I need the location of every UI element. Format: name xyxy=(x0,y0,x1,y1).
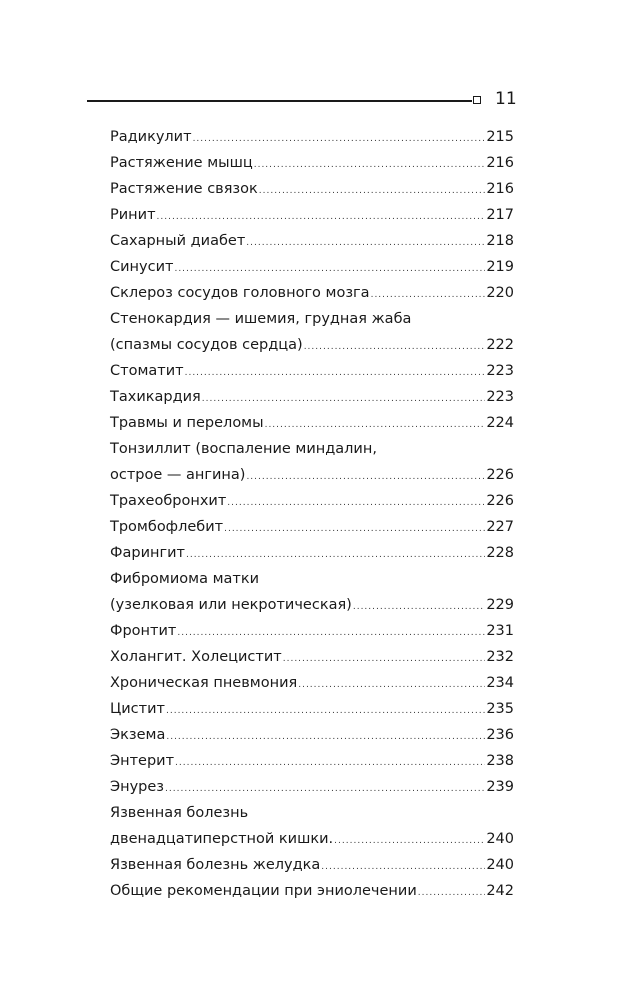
dot-leader xyxy=(298,672,485,698)
toc-page-number: 232 xyxy=(486,649,514,665)
toc-entry-title-line: Холангит. Холецистит xyxy=(110,649,282,665)
toc-entry-row xyxy=(110,670,514,698)
dot-leader xyxy=(177,620,485,646)
dot-leader xyxy=(418,880,486,906)
dot-leader xyxy=(224,516,485,542)
dot-leader xyxy=(246,230,485,256)
toc-entry-row xyxy=(110,748,514,776)
toc-entry-title-line: Хроническая пневмония xyxy=(110,675,298,691)
toc-entry xyxy=(110,254,514,280)
toc-entry-row xyxy=(110,254,514,282)
toc-page-number: 215 xyxy=(486,129,514,145)
dot-leader xyxy=(202,386,486,412)
toc-entry-title-line: Травмы и переломы xyxy=(110,415,264,431)
toc-page-number: 240 xyxy=(486,857,514,873)
toc-entry-title-line: Склероз сосудов головного мозга xyxy=(110,285,370,301)
dot-leader xyxy=(193,126,486,152)
toc-entry xyxy=(110,566,514,618)
toc-page-number: 240 xyxy=(486,831,514,847)
toc-page-number: 231 xyxy=(486,623,514,639)
toc-entry-title-line: Энтерит xyxy=(110,753,175,769)
toc-entry-title-line: Тонзиллит (воспаление миндалин, xyxy=(110,441,377,457)
toc-entry xyxy=(110,306,514,358)
toc-entry xyxy=(110,670,514,696)
toc-page-number: 224 xyxy=(486,415,514,431)
dot-leader xyxy=(353,594,485,620)
toc-entry xyxy=(110,488,514,514)
toc-entry xyxy=(110,878,514,904)
toc-entry-title-line: Фронтит xyxy=(110,623,177,639)
dot-leader xyxy=(186,542,485,568)
table-of-contents xyxy=(110,124,514,904)
toc-entry-title-line: Тахикардия xyxy=(110,389,201,405)
toc-entry-row xyxy=(110,592,514,620)
toc-entry-title-line: Ринит xyxy=(110,207,156,223)
dot-leader xyxy=(246,464,485,490)
dot-leader xyxy=(165,776,485,802)
toc-page-number: 217 xyxy=(486,207,514,223)
dot-leader xyxy=(174,256,485,282)
toc-entry-row xyxy=(110,540,514,568)
toc-entry xyxy=(110,800,514,852)
toc-entry xyxy=(110,436,514,488)
toc-page-number: 235 xyxy=(486,701,514,717)
toc-entry xyxy=(110,774,514,800)
toc-page-number: 219 xyxy=(486,259,514,275)
toc-entry-row xyxy=(110,332,514,360)
toc-entry-title-line: Энурез xyxy=(110,779,165,795)
toc-page-number: 226 xyxy=(486,493,514,509)
toc-entry-title-line: двенадцатиперстной кишки. xyxy=(110,831,334,847)
toc-entry-title-line: Сахарный диабет xyxy=(110,233,246,249)
toc-entry-row xyxy=(110,852,514,880)
toc-entry-row xyxy=(110,150,514,178)
toc-entry-row xyxy=(110,410,514,438)
toc-page-number: 227 xyxy=(486,519,514,535)
header-square-ornament xyxy=(473,96,481,104)
toc-page-number: 216 xyxy=(486,155,514,171)
dot-leader xyxy=(166,698,485,724)
toc-entry-title-line: Фарингит xyxy=(110,545,185,561)
toc-entry-title-line: (узелковая или некротическая) xyxy=(110,597,352,613)
toc-page-number: 234 xyxy=(486,675,514,691)
toc-entry-row xyxy=(110,202,514,230)
dot-leader xyxy=(185,360,486,386)
header-rule xyxy=(87,100,472,102)
toc-entry xyxy=(110,176,514,202)
toc-entry-row xyxy=(110,228,514,256)
toc-entry-row xyxy=(110,124,514,152)
toc-page-number: 239 xyxy=(486,779,514,795)
toc-entry-title-line: Фибромиома матки xyxy=(110,571,260,587)
toc-entry-title-line: Радикулит xyxy=(110,129,192,145)
toc-entry xyxy=(110,514,514,540)
toc-entry xyxy=(110,644,514,670)
dot-leader xyxy=(175,750,485,776)
toc-entry-title-line: Растяжение мышц xyxy=(110,155,253,171)
dot-leader xyxy=(265,412,486,438)
toc-entry-title-line: Язвенная болезнь xyxy=(110,805,249,821)
toc-entry xyxy=(110,358,514,384)
toc-entry-row xyxy=(110,358,514,386)
toc-page-number: 223 xyxy=(486,363,514,379)
toc-entry-title-line: Общие рекомендации при эниолечении xyxy=(110,883,417,899)
toc-entry-row xyxy=(110,488,514,516)
toc-entry-title-line: Язвенная болезнь желудка xyxy=(110,857,321,873)
dot-leader xyxy=(371,282,486,308)
toc-entry-title-line: Тромбофлебит xyxy=(110,519,224,535)
toc-entry xyxy=(110,410,514,436)
dot-leader xyxy=(166,724,485,750)
toc-page-number: 216 xyxy=(486,181,514,197)
toc-entry-row xyxy=(110,384,514,412)
dot-leader xyxy=(157,204,486,230)
toc-entry-title-line: Цистит xyxy=(110,701,165,717)
dot-leader xyxy=(283,646,486,672)
toc-entry-title-line: (спазмы сосудов сердца) xyxy=(110,337,303,353)
toc-entry-title-line: Синусит xyxy=(110,259,174,275)
toc-entry-title-line: Стоматит xyxy=(110,363,184,379)
toc-entry xyxy=(110,280,514,306)
toc-entry xyxy=(110,228,514,254)
toc-page-number: 226 xyxy=(486,467,514,483)
toc-page-number: 228 xyxy=(486,545,514,561)
dot-leader xyxy=(304,334,486,360)
toc-page-number: 242 xyxy=(486,883,514,899)
toc-entry-title-line: Экзема xyxy=(110,727,166,743)
toc-page-number: 218 xyxy=(486,233,514,249)
toc-entry xyxy=(110,202,514,228)
dot-leader xyxy=(227,490,485,516)
toc-entry-row xyxy=(110,514,514,542)
toc-entry xyxy=(110,618,514,644)
toc-page-number: 222 xyxy=(486,337,514,353)
toc-entry xyxy=(110,384,514,410)
toc-entry-row xyxy=(110,696,514,724)
toc-entry-row xyxy=(110,826,514,854)
toc-page-number: 238 xyxy=(486,753,514,769)
toc-entry-row xyxy=(110,176,514,204)
toc-page-number: 220 xyxy=(486,285,514,301)
dot-leader xyxy=(259,178,486,204)
toc-entry-row xyxy=(110,644,514,672)
toc-entry xyxy=(110,722,514,748)
dot-leader xyxy=(321,854,485,880)
toc-entry-row xyxy=(110,774,514,802)
toc-entry-title-line: Трахеобронхит xyxy=(110,493,227,509)
dot-leader xyxy=(334,828,485,854)
toc-entry-title-line: острое — ангина) xyxy=(110,467,246,483)
toc-entry xyxy=(110,124,514,150)
toc-entry xyxy=(110,852,514,878)
toc-page-number: 236 xyxy=(486,727,514,743)
toc-entry xyxy=(110,696,514,722)
toc-entry-row xyxy=(110,618,514,646)
toc-entry xyxy=(110,540,514,566)
toc-entry-row xyxy=(110,280,514,308)
toc-entry xyxy=(110,748,514,774)
toc-page-number: 223 xyxy=(486,389,514,405)
toc-entry-title-line: Растяжение связок xyxy=(110,181,258,197)
page-number: 11 xyxy=(495,89,517,109)
toc-entry-row xyxy=(110,878,514,906)
toc-entry xyxy=(110,150,514,176)
dot-leader xyxy=(254,152,486,178)
toc-page-number: 229 xyxy=(486,597,514,613)
toc-entry-row xyxy=(110,722,514,750)
toc-entry-row xyxy=(110,462,514,490)
toc-entry-title-line: Стенокардия — ишемия, грудная жаба xyxy=(110,311,412,327)
